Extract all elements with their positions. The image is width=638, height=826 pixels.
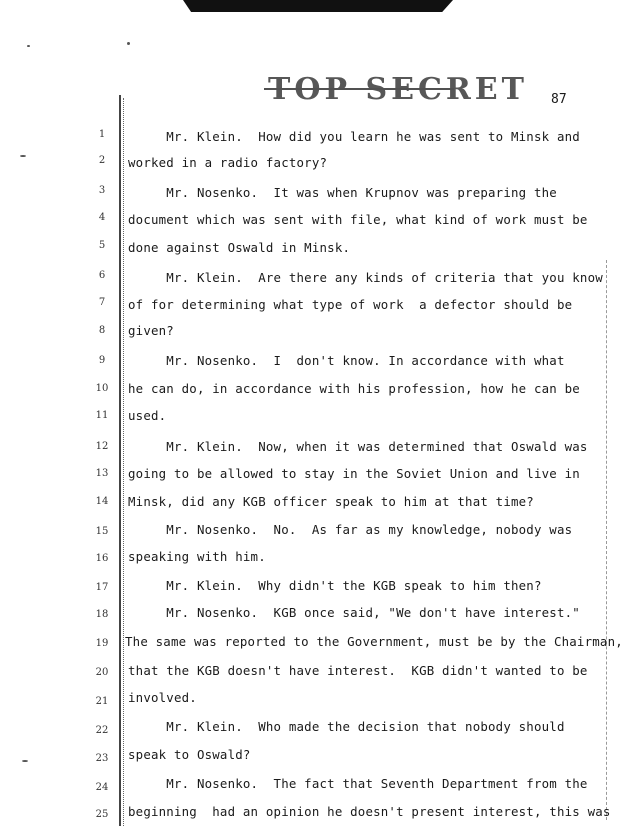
transcript-line: involved. — [128, 690, 197, 705]
transcript-line: of for determining what type of work a defector should be — [128, 297, 573, 312]
transcript-line: worked in a radio factory? — [128, 155, 328, 170]
transcript-line: done against Oswald in Minsk. — [128, 240, 351, 255]
top-secret-stamp — [268, 70, 528, 110]
stamp-text: TOP SECRET — [268, 72, 528, 107]
transcript-line: Mr. Klein. Are there any kinds of criteria that you know — [128, 270, 603, 285]
transcript-line: going to be allowed to stay in the Soviet Union and live in — [128, 466, 580, 481]
transcript-line: Mr. Nosenko. I don't know. In accordance with what — [128, 353, 565, 368]
line-number: 24 — [95, 782, 109, 793]
line-number: 19 — [95, 638, 109, 649]
transcript-line: document which was sent with file, what kind of work must be — [128, 212, 588, 227]
line-number: 20 — [95, 667, 109, 678]
scan-speck — [27, 45, 30, 47]
transcript-line: Mr. Nosenko. The fact that Seventh Department from the — [128, 776, 588, 791]
line-number: 14 — [95, 496, 109, 507]
right-margin-rule — [606, 260, 607, 820]
line-number: 25 — [95, 809, 109, 820]
line-number: 23 — [95, 753, 109, 764]
line-number: 18 — [95, 609, 109, 620]
transcript-line: Mr. Klein. Why didn't the KGB speak to him then? — [128, 578, 542, 593]
transcript-line: used. — [128, 408, 167, 423]
line-number: 13 — [95, 468, 109, 479]
transcript-line: Mr. Klein. Who made the decision that nobody should — [128, 719, 565, 734]
line-number: 10 — [95, 383, 109, 394]
transcript-line: Mr. Klein. How did you learn he was sent to Minsk and — [128, 129, 580, 144]
transcript-line: Mr. Nosenko. No. As far as my knowledge, nobody was — [128, 522, 573, 537]
line-number: 16 — [95, 553, 109, 564]
line-number: 5 — [98, 240, 106, 251]
line-number: 6 — [98, 270, 106, 281]
scan-speck — [22, 760, 28, 762]
line-number: 15 — [95, 526, 109, 537]
transcript-line: he can do, in accordance with his profession, how he can be — [128, 381, 580, 396]
line-number: 11 — [95, 410, 109, 421]
transcript-line: that the KGB doesn't have interest. KGB didn't wanted to be — [128, 663, 588, 678]
left-margin-dotted-rule — [123, 98, 124, 826]
transcript-line: speaking with him. — [128, 549, 266, 564]
transcript-line: beginning had an opinion he doesn't present interest, this was — [128, 804, 611, 819]
transcript-line: Mr. Klein. Now, when it was determined that Oswald was — [128, 439, 588, 454]
left-margin-rule — [119, 95, 121, 826]
line-number: 7 — [98, 297, 106, 308]
transcript-line: speak to Oswald? — [128, 747, 251, 762]
line-number: 4 — [98, 212, 106, 223]
transcript-line: Mr. Nosenko. It was when Krupnov was preparing the — [128, 185, 557, 200]
transcript-line: Minsk, did any KGB officer speak to him at that time? — [128, 494, 534, 509]
line-number: 12 — [95, 441, 109, 452]
line-number: 8 — [98, 325, 106, 336]
line-number: 17 — [95, 582, 109, 593]
transcript-line: Mr. Nosenko. KGB once said, "We don't have interest." — [128, 605, 580, 620]
line-number: 2 — [98, 155, 106, 166]
top-edge-redaction-bar — [183, 0, 453, 12]
transcript-line: The same was reported to the Government, must be by the Chairman, — [125, 634, 623, 649]
scan-speck — [127, 42, 130, 45]
stamp-strike-line — [264, 88, 454, 90]
line-number: 1 — [98, 129, 106, 140]
page-number: 87 — [551, 92, 567, 107]
line-number: 22 — [95, 725, 109, 736]
line-number: 3 — [98, 185, 106, 196]
line-number: 21 — [95, 696, 109, 707]
line-number: 9 — [98, 355, 106, 366]
scan-speck — [20, 155, 26, 157]
transcript-line: given? — [128, 323, 174, 338]
